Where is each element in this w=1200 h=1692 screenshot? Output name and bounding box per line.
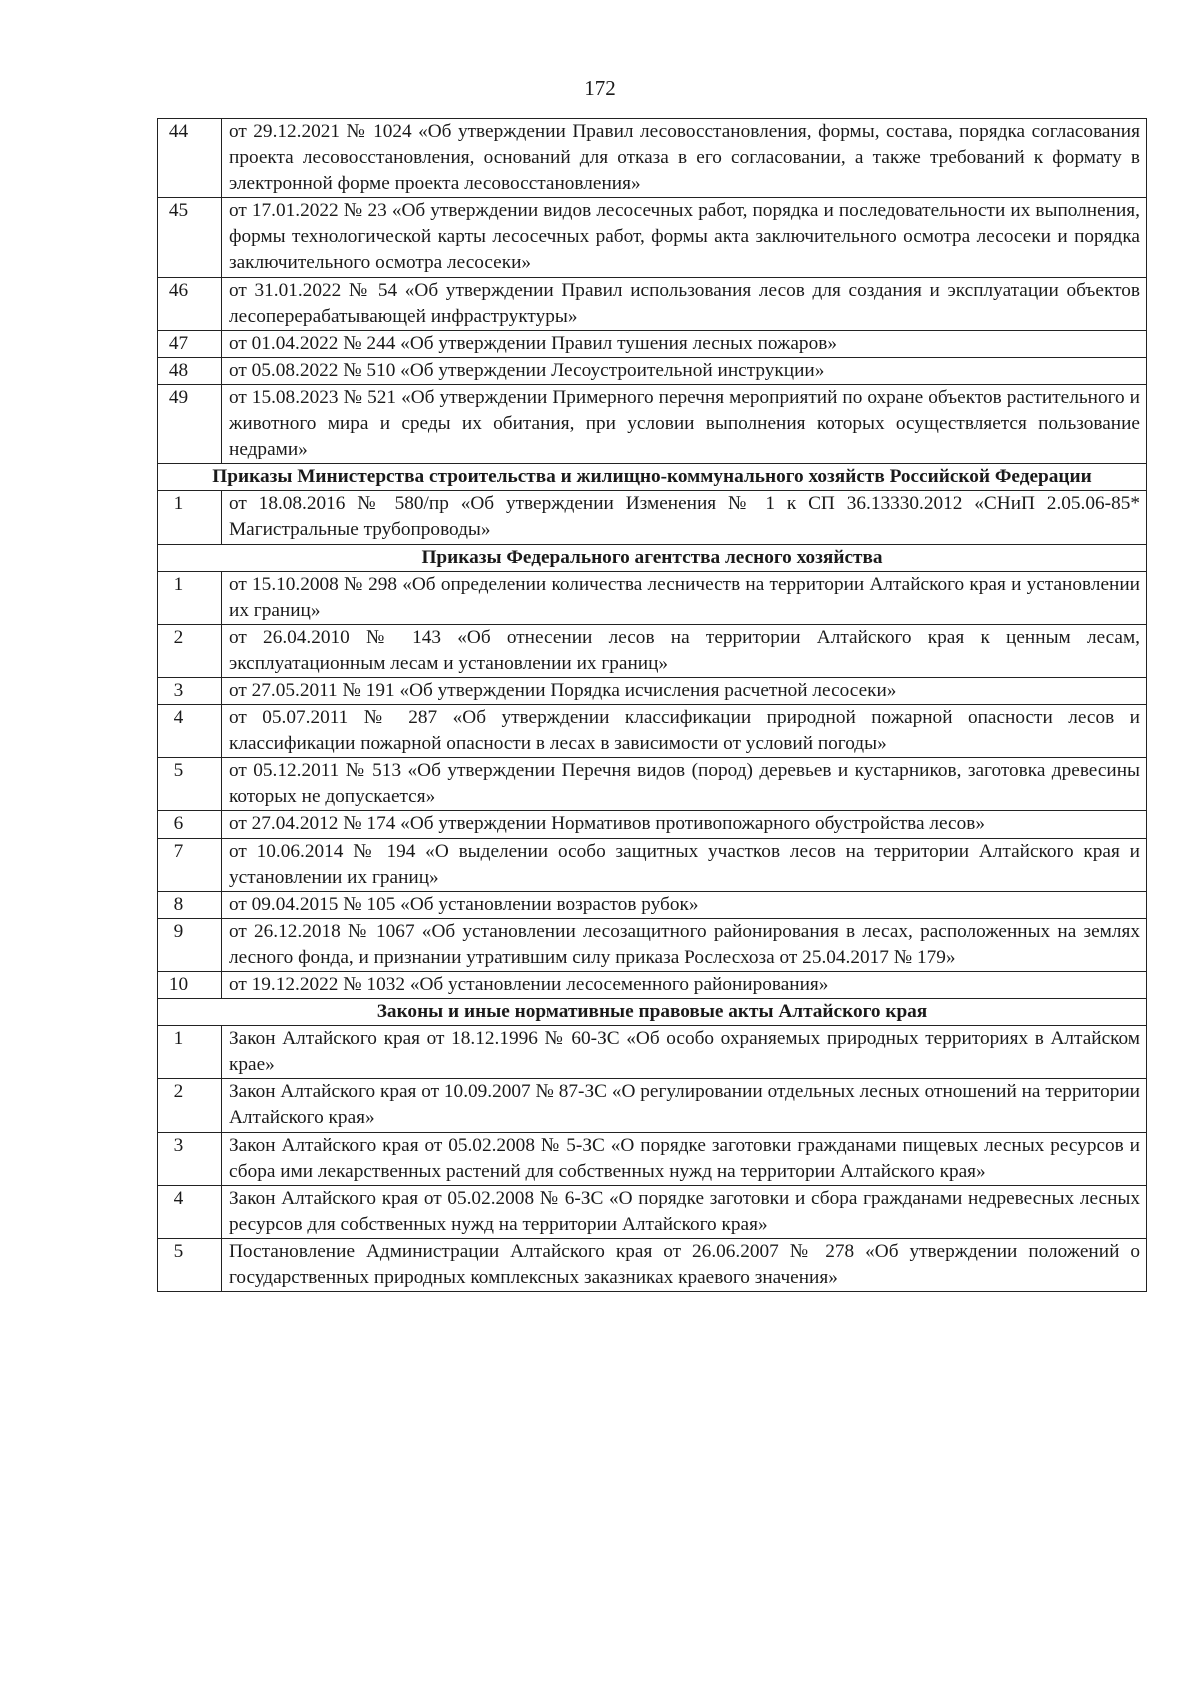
section-heading: Приказы Федерального агентства лесного хозяйства	[158, 544, 1147, 571]
row-number: 3	[158, 1132, 222, 1185]
table-row	[158, 571, 1147, 624]
act-description: от 18.08.2016 № 580/пр «Об утверждении Изменения № 1 к СП 36.13330.2012 «СНиП 2.05.06-85* Магистральные трубопроводы»	[222, 491, 1147, 544]
table-row	[158, 1185, 1147, 1238]
table-row	[158, 198, 1147, 277]
row-number: 10	[158, 972, 222, 999]
table-row	[158, 384, 1147, 463]
act-description: от 15.10.2008 № 298 «Об определении количества лесничеств на территории Алтайского края и установлении их границ»	[222, 571, 1147, 624]
row-number: 7	[158, 838, 222, 891]
row-number: 5	[158, 758, 222, 811]
page-number: 172	[584, 76, 616, 100]
row-number: 3	[158, 677, 222, 704]
act-description: от 27.04.2012 № 174 «Об утверждении Нормативов противопожарного обустройства лесов»	[222, 811, 1147, 838]
row-number: 2	[158, 1079, 222, 1132]
act-description: Закон Алтайского края от 18.12.1996 № 60-ЗС «Об особо охраняемых природных территориях в Алтайском крае»	[222, 1026, 1147, 1079]
row-number: 45	[158, 198, 222, 277]
row-number: 49	[158, 384, 222, 463]
table-row	[158, 811, 1147, 838]
table-row	[158, 1132, 1147, 1185]
row-number: 9	[158, 918, 222, 971]
act-description: от 29.12.2021 № 1024 «Об утверждении Правил лесовосстановления, формы, состава, порядка согласования проекта лесовосстановления, оснований для отказа в его согласовании, а также требований к формату в электронной форме проекта лесовосстановления»	[222, 119, 1147, 198]
table-row	[158, 838, 1147, 891]
row-number: 8	[158, 891, 222, 918]
table-row	[158, 891, 1147, 918]
table-row	[158, 330, 1147, 357]
section-header-row	[158, 464, 1147, 491]
row-number: 46	[158, 277, 222, 330]
act-description: Закон Алтайского края от 10.09.2007 № 87-ЗС «О регулировании отдельных лесных отношений на территории Алтайского края»	[222, 1079, 1147, 1132]
table-row	[158, 758, 1147, 811]
row-number: 1	[158, 491, 222, 544]
row-number: 4	[158, 1185, 222, 1238]
table-row	[158, 918, 1147, 971]
act-description: от 09.04.2015 № 105 «Об установлении возрастов рубок»	[222, 891, 1147, 918]
act-description: от 01.04.2022 № 244 «Об утверждении Правил тушения лесных пожаров»	[222, 330, 1147, 357]
row-number: 1	[158, 1026, 222, 1079]
table-row	[158, 1026, 1147, 1079]
section-heading: Приказы Министерства строительства и жилищно-коммунального хозяйств Российской Федерации	[158, 464, 1147, 491]
row-number: 6	[158, 811, 222, 838]
row-number: 4	[158, 705, 222, 758]
act-description: от 27.05.2011 № 191 «Об утверждении Порядка исчисления расчетной лесосеки»	[222, 677, 1147, 704]
act-description: от 31.01.2022 № 54 «Об утверждении Правил использования лесов для создания и эксплуатации объектов лесоперерабатывающей инфраструктуры»	[222, 277, 1147, 330]
table-row	[158, 705, 1147, 758]
row-number: 5	[158, 1238, 222, 1291]
row-number: 2	[158, 624, 222, 677]
act-description: от 05.12.2011 № 513 «Об утверждении Перечня видов (пород) деревьев и кустарников, заготовка древесины которых не допускается»	[222, 758, 1147, 811]
act-description: Закон Алтайского края от 05.02.2008 № 6-ЗС «О порядке заготовки и сбора гражданами недревесных лесных ресурсов для собственных нужд на территории Алтайского края»	[222, 1185, 1147, 1238]
act-description: Закон Алтайского края от 05.02.2008 № 5-ЗС «О порядке заготовки гражданами пищевых лесных ресурсов и сбора ими лекарственных растений для собственных нужд на территории Алтайского края»	[222, 1132, 1147, 1185]
row-number: 48	[158, 357, 222, 384]
act-description: от 05.07.2011 № 287 «Об утверждении классификации природной пожарной опасности лесов и классификации пожарной опасности в лесах в зависимости от условий погоды»	[222, 705, 1147, 758]
legal-acts-table	[157, 118, 1147, 1292]
table-row	[158, 119, 1147, 198]
row-number: 1	[158, 571, 222, 624]
table-row	[158, 972, 1147, 999]
act-description: от 15.08.2023 № 521 «Об утверждении Примерного перечня мероприятий по охране объектов растительного и животного мира и среды их обитания, при условии выполнения которых осуществляется пользование недрами»	[222, 384, 1147, 463]
act-description: от 17.01.2022 № 23 «Об утверждении видов лесосечных работ, порядка и последовательности их выполнения, формы технологической карты лесосечных работ, формы акта заключительного осмотра лесосеки и порядка заключительного осмотра лесосеки»	[222, 198, 1147, 277]
table-row	[158, 624, 1147, 677]
table-row	[158, 491, 1147, 544]
section-header-row	[158, 544, 1147, 571]
section-heading: Законы и иные нормативные правовые акты Алтайского края	[158, 999, 1147, 1026]
act-description: от 26.12.2018 № 1067 «Об установлении лесозащитного районирования в лесах, расположенных на землях лесного фонда, и признании утратившим силу приказа Рослесхоза от 25.04.2017 № 179»	[222, 918, 1147, 971]
row-number: 47	[158, 330, 222, 357]
table-row	[158, 357, 1147, 384]
legal-acts-table-body	[158, 119, 1147, 1292]
table-row	[158, 1238, 1147, 1291]
act-description: от 05.08.2022 № 510 «Об утверждении Лесоустроительной инструкции»	[222, 357, 1147, 384]
table-row	[158, 1079, 1147, 1132]
act-description: от 10.06.2014 № 194 «О выделении особо защитных участков лесов на территории Алтайского края и установлении их границ»	[222, 838, 1147, 891]
section-header-row	[158, 999, 1147, 1026]
row-number: 44	[158, 119, 222, 198]
table-row	[158, 677, 1147, 704]
act-description: от 19.12.2022 № 1032 «Об установлении лесосеменного районирования»	[222, 972, 1147, 999]
table-row	[158, 277, 1147, 330]
act-description: от 26.04.2010 № 143 «Об отнесении лесов на территории Алтайского края к ценным лесам, эксплуатационным лесам и установлении их границ»	[222, 624, 1147, 677]
act-description: Постановление Администрации Алтайского края от 26.06.2007 № 278 «Об утверждении положений о государственных природных комплексных заказниках краевого значения»	[222, 1238, 1147, 1291]
